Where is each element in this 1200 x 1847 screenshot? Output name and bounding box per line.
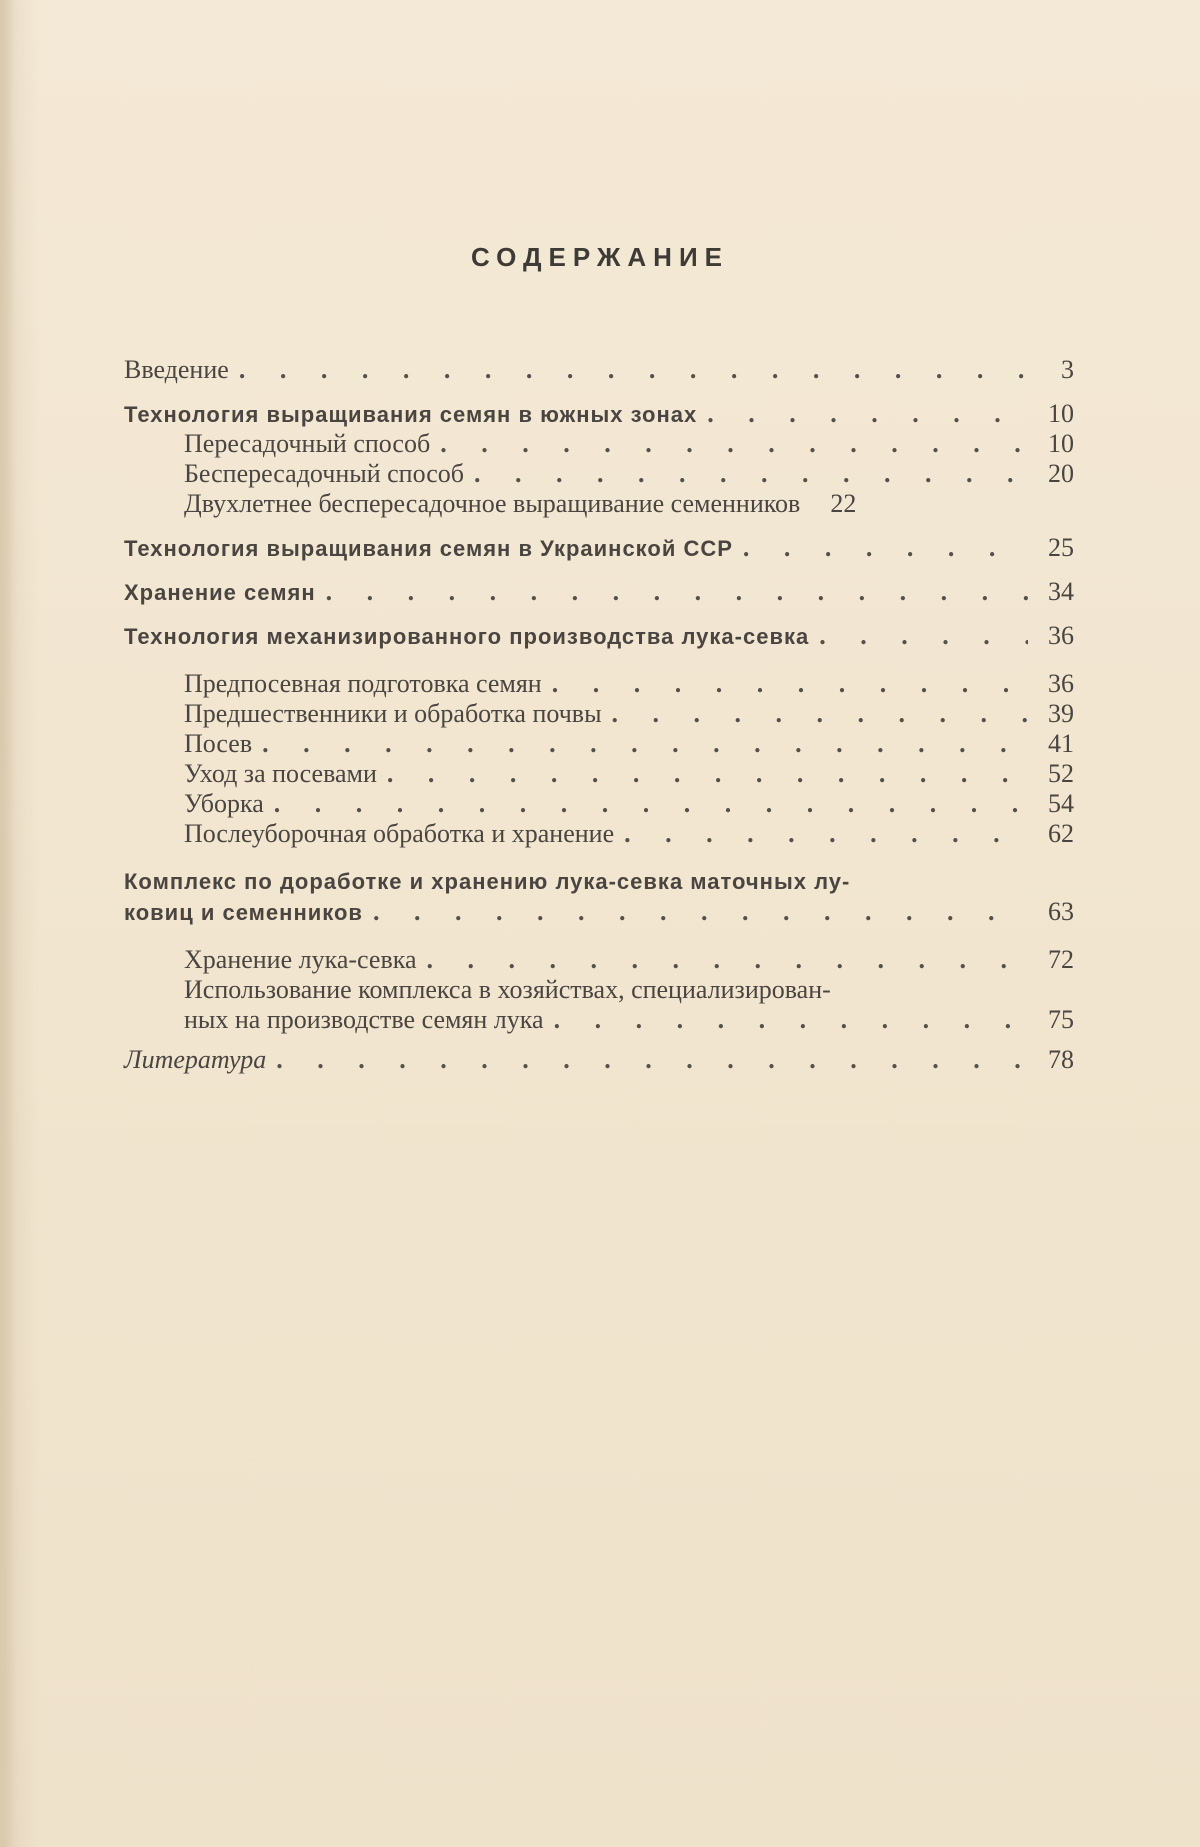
dot-leader (239, 355, 1028, 385)
toc-page-number: 20 (1048, 459, 1074, 488)
toc-entry-label: Уборка (184, 789, 264, 818)
page-title: СОДЕРЖАНИЕ (471, 242, 729, 272)
toc-entry-sowing (124, 729, 1074, 759)
toc-entry-crop-care (124, 759, 1074, 789)
toc-entry-ukrainian-ssr (124, 533, 1074, 563)
toc-entry-south-zones (124, 399, 1074, 429)
toc-entry-label: Предпосевная подготовка семян (184, 669, 542, 698)
toc-page-number: 36 (1048, 669, 1074, 698)
toc-page-number: 75 (1048, 1005, 1074, 1034)
toc-entry-label: Предшественники и обработка почвы (184, 699, 602, 728)
toc-entry-presowing-preparation (124, 669, 1074, 699)
toc-page-number: 72 (1048, 945, 1074, 974)
toc-entry-label: Посев (184, 729, 253, 758)
toc-entry-label: Введение (124, 355, 229, 384)
toc-page-number: 22 (830, 489, 857, 518)
toc-entry-predecessors-soil (124, 699, 1074, 729)
toc-entry-complex-usage-line1: Использование комплекса в хозяйствах, специализирован- (184, 975, 831, 1004)
toc-page-number: 41 (1048, 729, 1074, 758)
dot-leader (274, 789, 1028, 819)
dot-leader (387, 759, 1028, 789)
toc-entry-label: Уход за посевами (184, 759, 377, 788)
toc-entry-biennial-seed-growing (124, 489, 1074, 519)
toc-entry-transplant-method (124, 429, 1074, 459)
toc-entry-label: Послеуборочная обработка и хранение (184, 819, 615, 848)
toc-page-number: 39 (1048, 699, 1074, 728)
toc-entry-label: Технология выращивания семян в южных зонах (124, 402, 698, 427)
toc-page-number: 36 (1048, 621, 1074, 650)
toc-page-number: 34 (1048, 577, 1074, 606)
toc-page-number: 63 (1048, 897, 1074, 926)
dot-leader (326, 577, 1028, 607)
toc-entry-label: Пересадочный способ (184, 429, 431, 458)
toc-entry-onion-set-storage (124, 945, 1074, 975)
toc-entry-post-harvest (124, 819, 1074, 849)
toc-entry-complex-line1: Комплекс по доработке и хранению лука-севка маточных лу- (124, 869, 851, 894)
dot-leader (262, 729, 1028, 759)
toc-page-number: 10 (1048, 429, 1074, 458)
toc-entry-label: ных на производстве семян лука (184, 1005, 544, 1034)
table-of-contents (124, 355, 1074, 1075)
toc-page-number: 25 (1048, 533, 1074, 562)
dot-leader (554, 1005, 1028, 1035)
dot-leader (427, 945, 1028, 975)
toc-entry-complex (124, 897, 1074, 927)
toc-entry-label: ковиц и семенников (124, 900, 363, 925)
toc-entry-mechanized-production (124, 621, 1074, 651)
dot-leader (474, 459, 1028, 489)
dot-leader (612, 699, 1028, 729)
toc-entry-label: Хранение лука-севка (184, 945, 417, 974)
toc-entry-complex-usage (124, 1005, 1074, 1035)
toc-page-number: 62 (1048, 819, 1074, 848)
toc-page-number: 10 (1048, 399, 1074, 428)
toc-entry-label: Технология механизированного производства лука-севка (124, 624, 810, 649)
dot-leader (276, 1045, 1028, 1075)
toc-entry-introduction (124, 355, 1074, 385)
dot-leader (819, 621, 1028, 651)
dot-leader (707, 399, 1028, 429)
page-binding-shadow (0, 0, 14, 1847)
toc-entry-label: Двухлетнее беспересадочное выращивание семенников (184, 489, 801, 518)
toc-entry-label: Хранение семян (124, 580, 316, 605)
toc-entry-label: Литература (124, 1045, 267, 1074)
toc-entry-label: Беспересадочный способ (184, 459, 464, 488)
dot-leader (624, 819, 1028, 849)
toc-entry-literature (124, 1045, 1074, 1075)
toc-page-number: 52 (1048, 759, 1074, 788)
toc-entry-seed-storage (124, 577, 1074, 607)
dot-leader (743, 533, 1028, 563)
dot-leader (440, 429, 1028, 459)
toc-entry-non-transplant-method (124, 459, 1074, 489)
toc-entry-harvest (124, 789, 1074, 819)
toc-entry-label: Технология выращивания семян в Украинской ССР (124, 536, 733, 561)
toc-page-number: 54 (1048, 789, 1074, 818)
toc-page-number: 3 (1061, 355, 1074, 384)
dot-leader (552, 669, 1028, 699)
dot-leader (373, 897, 1028, 927)
toc-page-number: 78 (1048, 1045, 1074, 1074)
